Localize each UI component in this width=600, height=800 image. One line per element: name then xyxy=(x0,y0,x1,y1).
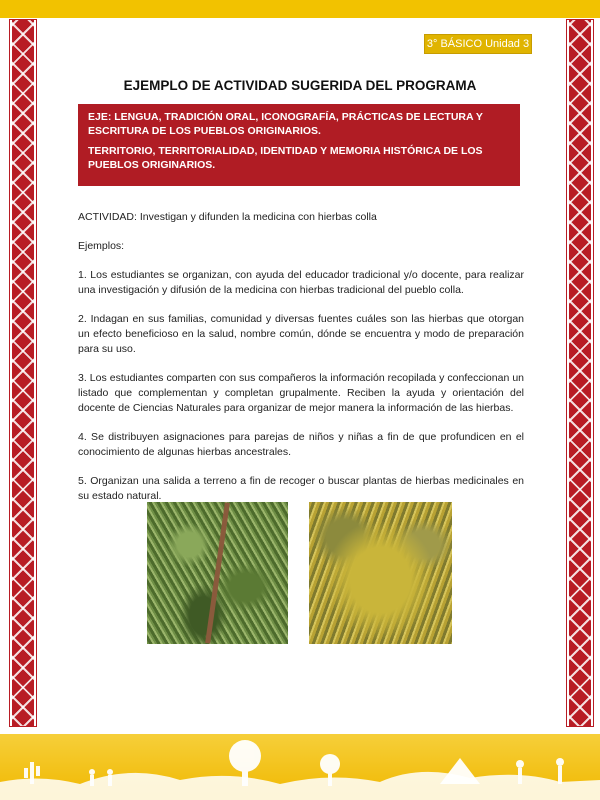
footer-landscape-band xyxy=(0,734,600,800)
list-item: 2. Indagan en sus familias, comunidad y diversas fuentes cuáles son las hierbas que otorgan un efecto beneficioso en la salud, nombre común, dónde se encuentra y modo de preparación para su uso. xyxy=(78,313,524,355)
list-item: 3. Los estudiantes comparten con sus compañeros la información recopilada y confeccionan un listado que complementan y completan grupalmente. Reciben la ayuda y orientación del docente de Ciencias Naturales para organizar de mejor manera la información de las hierbas. xyxy=(78,372,524,414)
top-yellow-band xyxy=(0,0,600,18)
herb-photo-tree xyxy=(147,502,288,644)
herb-photo-shrub xyxy=(309,502,452,644)
axis-box xyxy=(78,104,520,186)
unit-tab: 3° BÁSICO Unidad 3 xyxy=(424,34,532,54)
activity-content xyxy=(78,210,524,518)
list-item: 4. Se distribuyen asignaciones para parejas de niños y niñas a fin de que profundicen en el conocimiento de algunas hierbas ancestrales. xyxy=(78,431,524,458)
axis-line-2: TERRITORIO, TERRITORIALIDAD, IDENTIDAD Y MEMORIA HISTÓRICA DE LOS PUEBLOS ORIGINARIOS. xyxy=(88,145,483,171)
left-decorative-border xyxy=(10,20,36,726)
examples-label: Ejemplos: xyxy=(78,240,125,252)
page-title: EJEMPLO DE ACTIVIDAD SUGERIDA DEL PROGRAMA xyxy=(123,78,477,93)
list-item: 5. Organizan una salida a terreno a fin de recoger o buscar plantas de hierbas medicinales en su estado natural. xyxy=(78,475,524,502)
activity-title: ACTIVIDAD: Investigan y difunden la medicina con hierbas colla xyxy=(78,211,377,223)
right-decorative-border xyxy=(567,20,593,726)
list-item: 1. Los estudiantes se organizan, con ayuda del educador tradicional y/o docente, para realizar una investigación y difusión de la medicina con hierbas tradicional del pueblo colla. xyxy=(78,269,524,296)
axis-line-1: EJE: LENGUA, TRADICIÓN ORAL, ICONOGRAFÍA, PRÁCTICAS DE LECTURA Y ESCRITURA DE LOS PUEBLOS ORIGINARIOS. xyxy=(88,111,483,137)
landscape-silhouette-icon xyxy=(0,734,600,800)
